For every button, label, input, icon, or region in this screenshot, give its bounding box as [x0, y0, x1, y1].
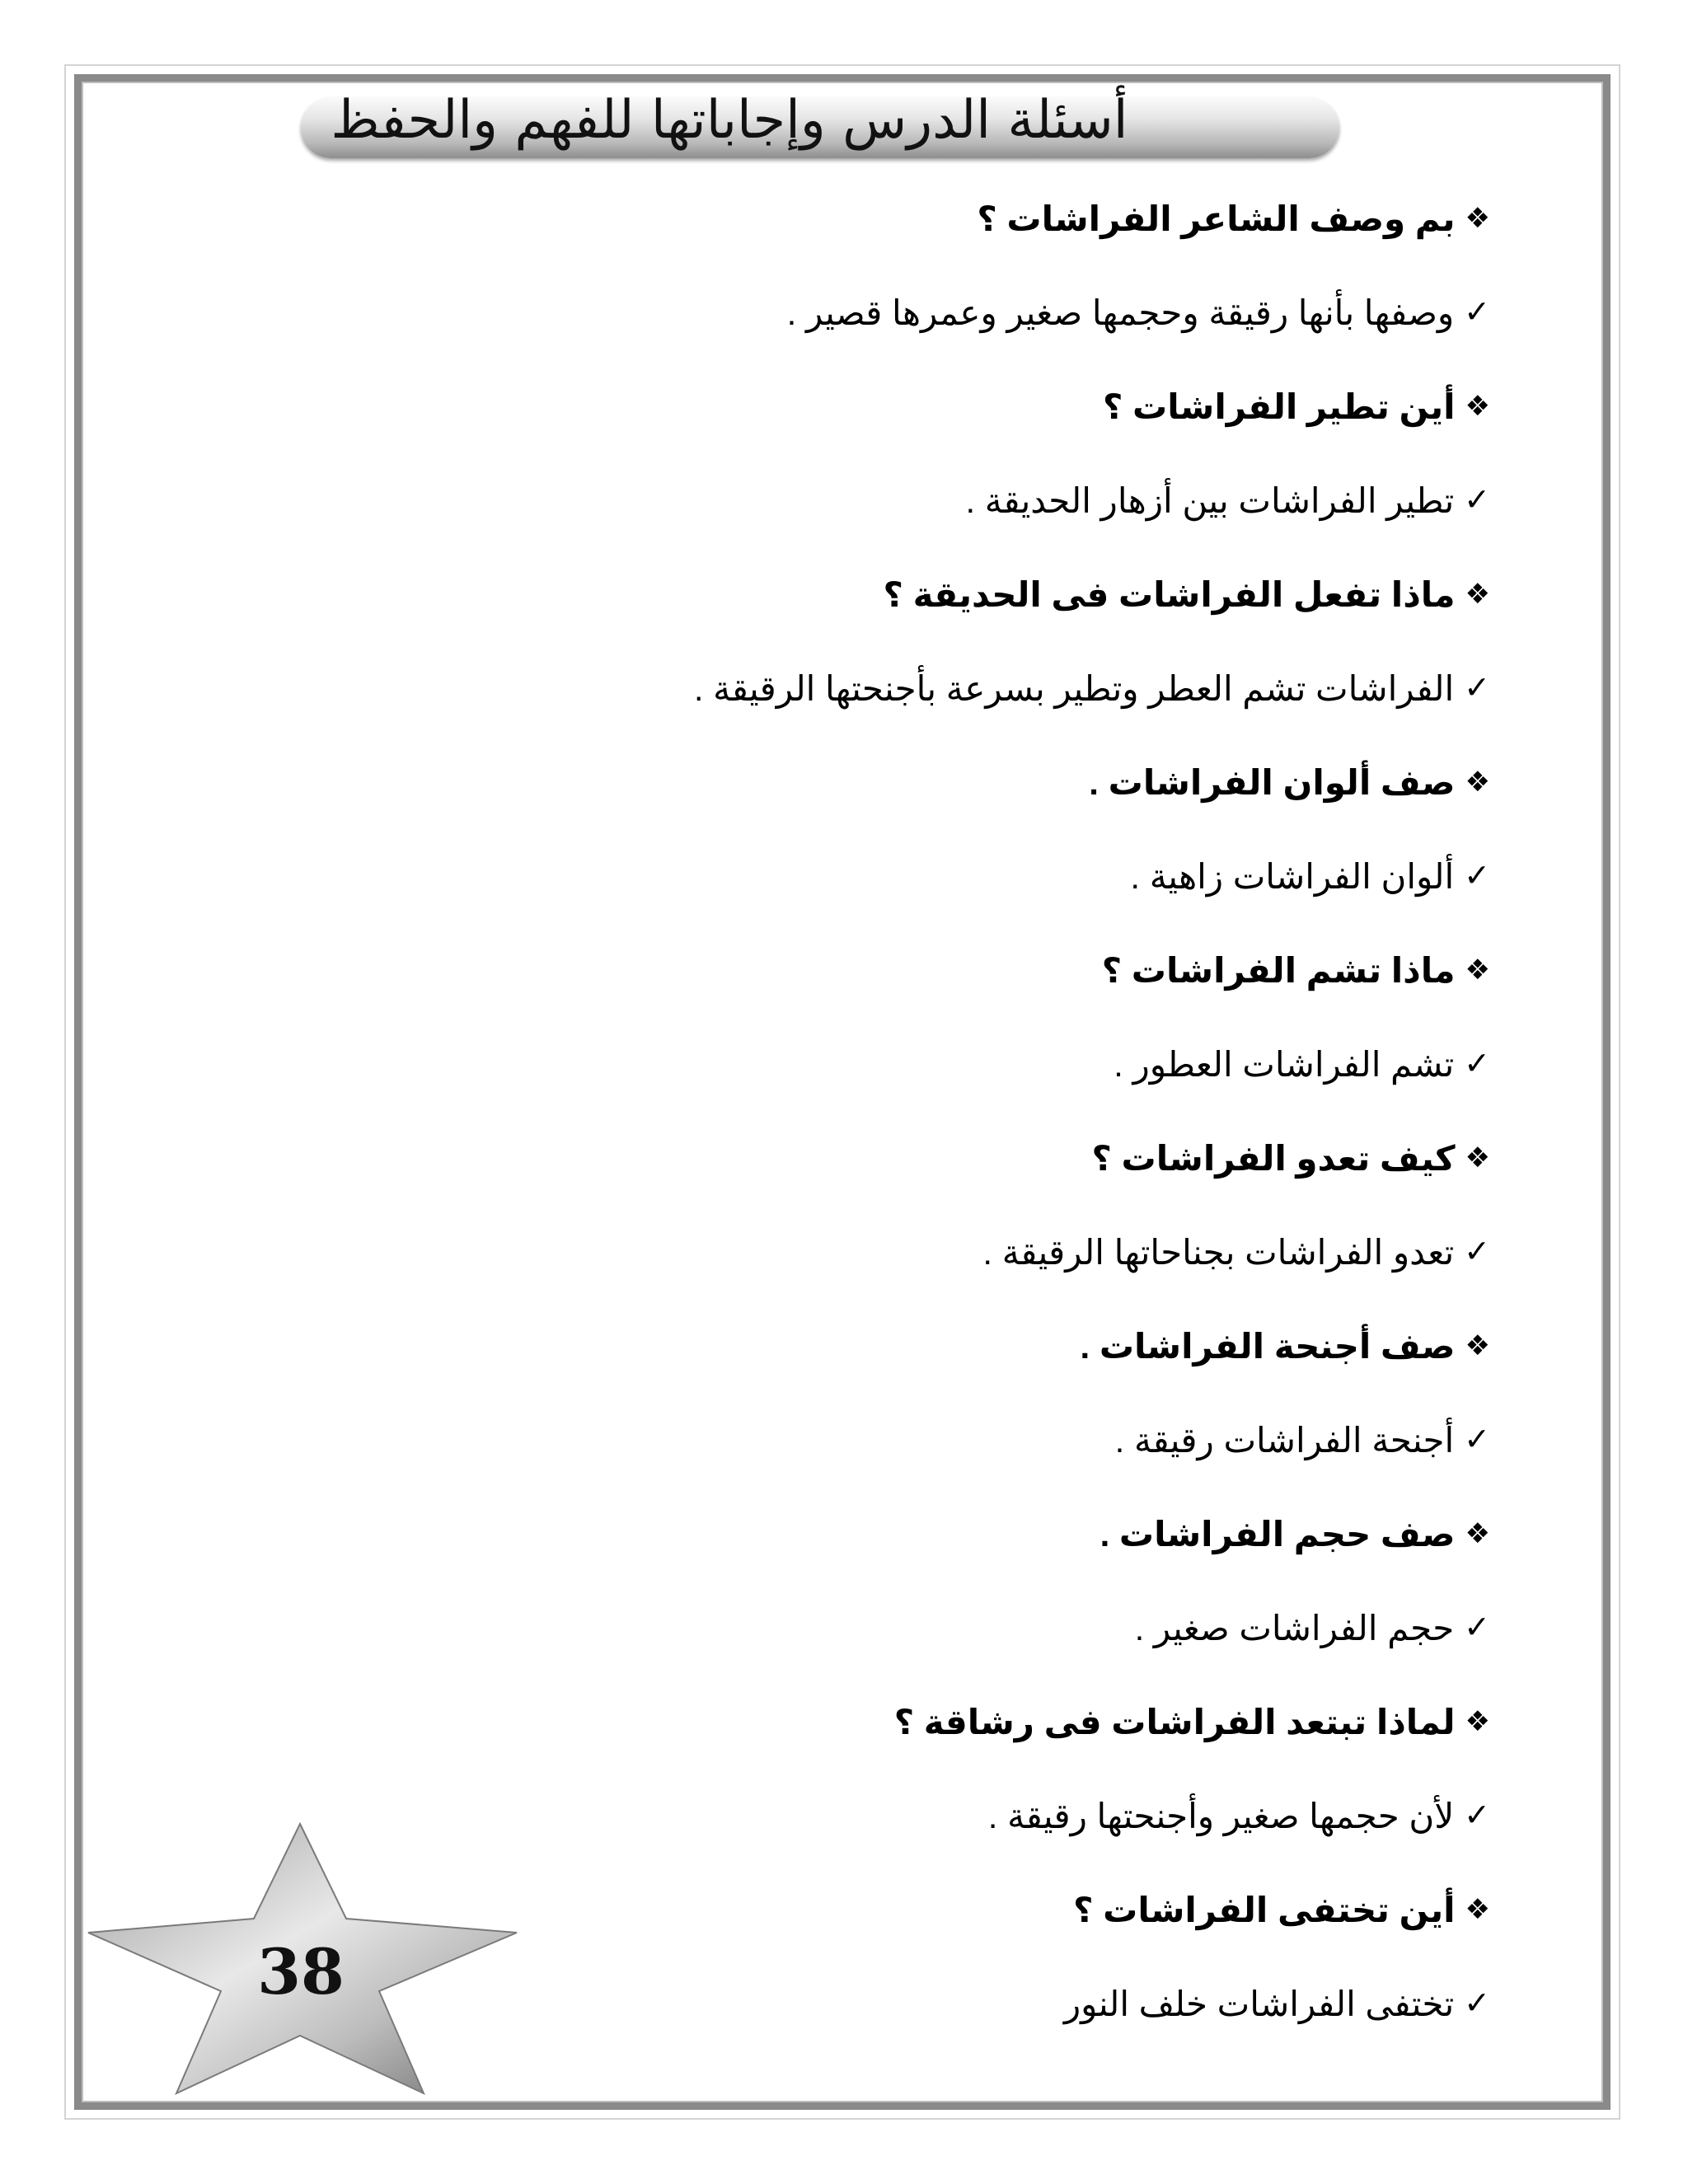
- question-text: صف أجنحة الفراشات .: [1080, 1326, 1456, 1366]
- answer-5: [320, 1017, 1490, 1111]
- page-number: 38: [257, 1935, 345, 2008]
- diamond-bullet-icon: ❖: [1465, 1894, 1490, 1925]
- check-icon: ✓: [1464, 295, 1490, 330]
- diamond-bullet-icon: ❖: [1465, 954, 1490, 986]
- answer-6: [320, 1205, 1490, 1299]
- question-text: أين تطير الفراشات ؟: [1103, 387, 1456, 426]
- question-2: [320, 359, 1490, 453]
- question-4: [320, 735, 1490, 829]
- question-text: لماذا تبتعد الفراشات فى رشاقة ؟: [893, 1702, 1456, 1741]
- answer-text: ألوان الفراشات زاهية .: [1130, 856, 1455, 896]
- answer-text: تختفى الفراشات خلف النور: [1063, 1984, 1455, 2023]
- check-icon: ✓: [1464, 1047, 1490, 1081]
- answer-text: حجم الفراشات صغير .: [1134, 1608, 1455, 1647]
- answer-4: [320, 829, 1490, 923]
- answer-text: الفراشات تشم العطر وتطير بسرعة بأجنحتها الرقيقة .: [693, 668, 1455, 708]
- answer-8: [320, 1581, 1490, 1675]
- page-title: أسئلة الدرس وإجاباتها للفهم والحفظ: [331, 90, 1128, 151]
- check-icon: ✓: [1464, 1422, 1490, 1457]
- answer-text: أجنحة الفراشات رقيقة .: [1114, 1420, 1455, 1460]
- question-9: [320, 1675, 1490, 1769]
- answer-3: [320, 641, 1490, 735]
- question-6: [320, 1111, 1490, 1205]
- question-5: [320, 923, 1490, 1017]
- diamond-bullet-icon: ❖: [1465, 1142, 1490, 1174]
- question-text: بم وصف الشاعر الفراشات ؟: [977, 199, 1456, 238]
- question-1: [320, 171, 1490, 265]
- diamond-bullet-icon: ❖: [1465, 1330, 1490, 1361]
- check-icon: ✓: [1464, 1610, 1490, 1645]
- qa-list: [320, 171, 1490, 2050]
- answer-1: [320, 265, 1490, 359]
- diamond-bullet-icon: ❖: [1465, 203, 1490, 234]
- answer-2: [320, 453, 1490, 547]
- answer-text: وصفها بأنها رقيقة وحجمها صغير وعمرها قصير .: [786, 293, 1455, 332]
- question-text: صف حجم الفراشات .: [1100, 1514, 1456, 1554]
- check-icon: ✓: [1464, 859, 1490, 893]
- diamond-bullet-icon: ❖: [1465, 579, 1490, 610]
- question-text: ماذا تفعل الفراشات فى الحديقة ؟: [883, 574, 1456, 614]
- question-text: ماذا تشم الفراشات ؟: [1101, 950, 1456, 990]
- question-3: [320, 547, 1490, 641]
- diamond-bullet-icon: ❖: [1465, 391, 1490, 422]
- question-text: أين تختفى الفراشات ؟: [1073, 1890, 1456, 1929]
- check-icon: ✓: [1464, 1798, 1490, 1833]
- check-icon: ✓: [1464, 671, 1490, 705]
- question-7: [320, 1299, 1490, 1393]
- diamond-bullet-icon: ❖: [1465, 766, 1490, 798]
- check-icon: ✓: [1464, 483, 1490, 518]
- diamond-bullet-icon: ❖: [1465, 1518, 1490, 1549]
- diamond-bullet-icon: ❖: [1465, 1706, 1490, 1737]
- question-text: صف ألوان الفراشات .: [1089, 762, 1456, 802]
- answer-text: تشم الفراشات العطور .: [1114, 1044, 1455, 1084]
- check-icon: ✓: [1464, 1986, 1490, 2021]
- question-text: كيف تعدو الفراشات ؟: [1091, 1138, 1456, 1178]
- answer-text: تطير الفراشات بين أزهار الحديقة .: [965, 480, 1455, 520]
- answer-7: [320, 1393, 1490, 1487]
- question-8: [320, 1487, 1490, 1581]
- answer-text: لأن حجمها صغير وأجنحتها رقيقة .: [987, 1796, 1455, 1835]
- check-icon: ✓: [1464, 1235, 1490, 1269]
- answer-text: تعدو الفراشات بجناحاتها الرقيقة .: [982, 1232, 1455, 1272]
